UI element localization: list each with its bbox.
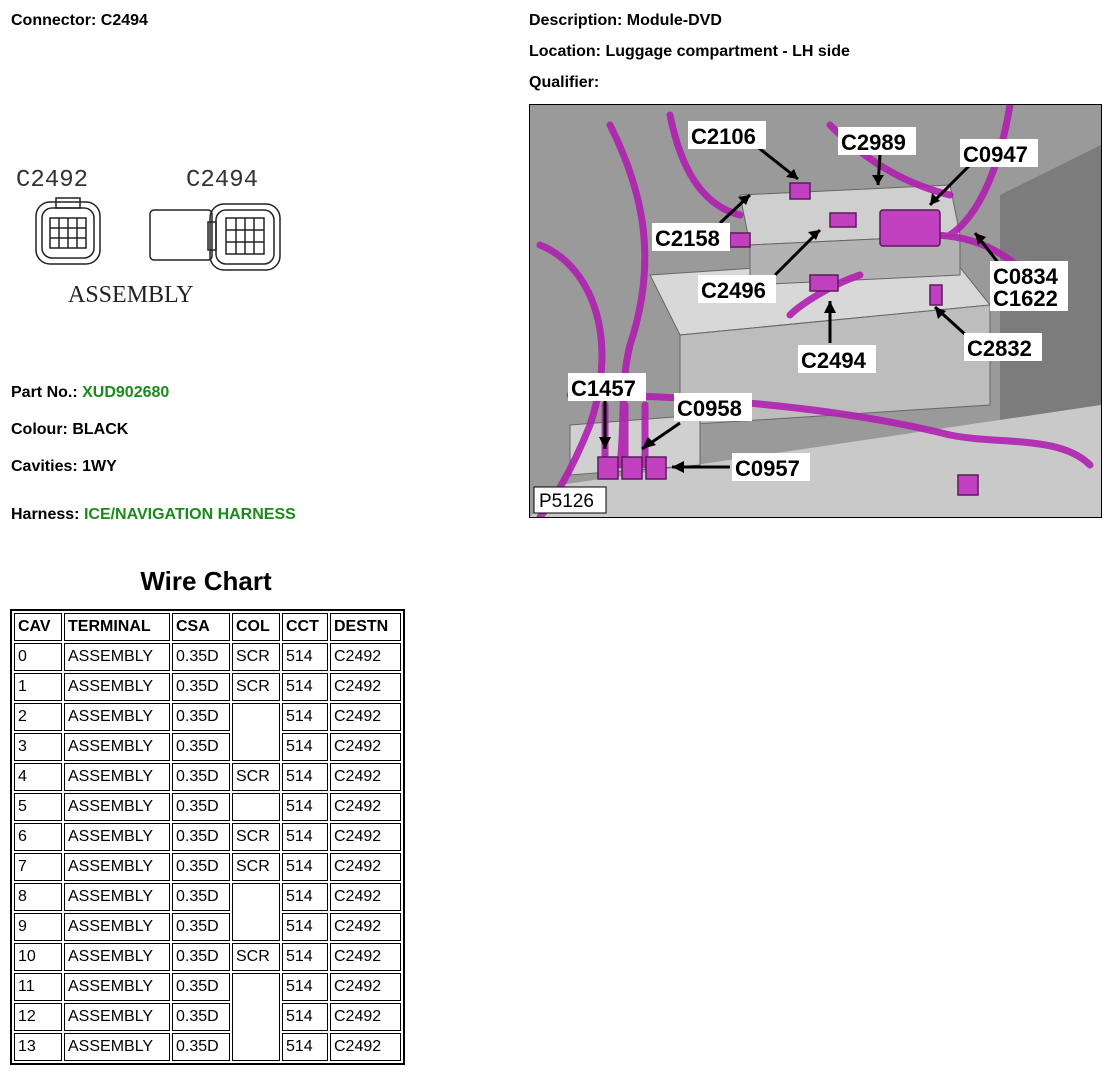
cell-destn: C2492 [330,853,401,881]
cell-terminal: ASSEMBLY [64,1003,170,1031]
cell-cct: 514 [282,733,328,761]
cell-col: SCR [232,643,280,671]
location-photo-graphic [530,105,1101,517]
cell-cav: 0 [14,643,62,671]
cell-cct: 514 [282,1003,328,1031]
cavities-line [11,458,117,476]
cell-destn: C2492 [330,973,401,1001]
table-row [14,853,401,881]
cell-col [232,793,280,821]
cell-cct: 514 [282,793,328,821]
table-row [14,823,401,851]
cell-destn: C2492 [330,913,401,941]
cell-csa: 0.35D [172,733,230,761]
cell-terminal: ASSEMBLY [64,793,170,821]
cell-cav: 2 [14,703,62,731]
cavities-label: Cavities: [11,458,78,475]
connector-line [11,12,148,30]
cell-cav: 12 [14,1003,62,1031]
cell-terminal: ASSEMBLY [64,733,170,761]
cell-destn: C2492 [330,703,401,731]
cell-cav: 7 [14,853,62,881]
table-row [14,943,401,971]
cell-destn: C2492 [330,733,401,761]
cell-csa: 0.35D [172,913,230,941]
callout-c0957: C0957 [735,456,800,481]
harness-line [11,506,296,524]
cell-cav: 6 [14,823,62,851]
cell-cct: 514 [282,853,328,881]
callout-c2106: C2106 [691,124,756,149]
colour-line [11,421,128,439]
cell-destn: C2492 [330,643,401,671]
part-number-line [11,384,169,402]
callout-c2832: C2832 [967,336,1032,361]
cell-destn: C2492 [330,943,401,971]
header-destn: DESTN [330,613,401,641]
header-csa: CSA [172,613,230,641]
right-connector-graphic [150,204,280,270]
cell-csa: 0.35D [172,883,230,911]
callout-c0834: C0834 [993,264,1058,289]
table-row [14,643,401,671]
cell-col: SCR [232,763,280,791]
cell-cct: 514 [282,973,328,1001]
description-value: Module-DVD [626,12,722,29]
wire-chart-title: Wire Chart [140,566,272,596]
left-connector-name: C2492 [16,167,89,194]
cell-terminal: ASSEMBLY [64,883,170,911]
cell-destn: C2492 [330,763,401,791]
cell-cav: 5 [14,793,62,821]
location-photo [529,104,1102,518]
cell-cav: 9 [14,913,62,941]
cell-cct: 514 [282,673,328,701]
cell-terminal: ASSEMBLY [64,673,170,701]
cell-terminal: ASSEMBLY [64,823,170,851]
connector-value: C2494 [100,12,148,29]
cell-destn: C2492 [330,823,401,851]
cell-csa: 0.35D [172,1003,230,1031]
wire-chart-header-row [14,613,401,641]
left-connector-graphic [36,198,100,264]
callout-c2494: C2494 [801,348,866,373]
wire-chart-body [14,643,401,1061]
connector-label: Connector: [11,12,97,29]
cell-csa: 0.35D [172,703,230,731]
cell-cct: 514 [282,823,328,851]
cell-csa: 0.35D [172,823,230,851]
header-col: COL [232,613,280,641]
part-number-link[interactable]: XUD902680 [82,384,170,401]
cell-csa: 0.35D [172,763,230,791]
drawing-caption: ASSEMBLY [68,282,194,308]
cell-col [232,973,280,1061]
cell-col: SCR [232,853,280,881]
cell-csa: 0.35D [172,793,230,821]
location-line [529,43,850,61]
cell-terminal: ASSEMBLY [64,703,170,731]
cell-col: SCR [232,823,280,851]
cell-cav: 1 [14,673,62,701]
cell-terminal: ASSEMBLY [64,853,170,881]
table-row [14,913,401,941]
header-terminal: TERMINAL [64,613,170,641]
cell-terminal: ASSEMBLY [64,643,170,671]
qualifier-line [529,74,599,92]
callout-c2496: C2496 [701,278,766,303]
table-row [14,1003,401,1031]
cell-terminal: ASSEMBLY [64,973,170,1001]
cell-cct: 514 [282,943,328,971]
cell-csa: 0.35D [172,853,230,881]
cavities-value: 1WY [82,458,117,475]
table-row [14,1033,401,1061]
header-cav: CAV [14,613,62,641]
cell-cct: 514 [282,643,328,671]
callout-c1457: C1457 [571,376,636,401]
callout-c1622: C1622 [993,286,1058,311]
description-line [529,12,722,30]
cell-col: SCR [232,673,280,701]
cell-destn: C2492 [330,793,401,821]
cell-cct: 514 [282,1033,328,1061]
callout-c0958: C0958 [677,396,742,421]
cell-csa: 0.35D [172,943,230,971]
photo-reference: P5126 [539,491,594,512]
callout-c2158: C2158 [655,226,720,251]
cell-terminal: ASSEMBLY [64,763,170,791]
table-row [14,673,401,701]
wire-chart-table [10,609,405,1065]
cell-cav: 10 [14,943,62,971]
right-connector-name: C2494 [186,167,259,194]
cell-destn: C2492 [330,883,401,911]
cell-terminal: ASSEMBLY [64,1033,170,1061]
cell-cct: 514 [282,883,328,911]
cell-cav: 3 [14,733,62,761]
table-row [14,763,401,791]
colour-value: BLACK [72,421,129,438]
connector-drawing [10,160,300,310]
cell-destn: C2492 [330,1003,401,1031]
qualifier-label: Qualifier: [529,74,600,91]
cell-destn: C2492 [330,1033,401,1061]
harness-label: Harness: [11,506,80,523]
cell-terminal: ASSEMBLY [64,913,170,941]
callout-c2989: C2989 [841,130,906,155]
callout-c0947: C0947 [963,142,1028,167]
table-row [14,883,401,911]
cell-col: SCR [232,943,280,971]
cell-cav: 4 [14,763,62,791]
location-label: Location: [529,43,601,60]
cell-cct: 514 [282,763,328,791]
cell-csa: 0.35D [172,973,230,1001]
cell-cct: 514 [282,913,328,941]
table-row [14,703,401,731]
harness-link[interactable]: ICE/NAVIGATION HARNESS [83,506,296,523]
cell-col [232,883,280,941]
cell-cav: 13 [14,1033,62,1061]
description-label: Description: [529,12,623,29]
location-value: Luggage compartment - LH side [605,43,850,60]
cell-cct: 514 [282,703,328,731]
cell-cav: 11 [14,973,62,1001]
table-row [14,733,401,761]
table-row [14,973,401,1001]
colour-label: Colour: [11,421,68,438]
part-number-label: Part No.: [11,384,78,401]
table-row [14,793,401,821]
cell-csa: 0.35D [172,1033,230,1061]
cell-csa: 0.35D [172,673,230,701]
cell-csa: 0.35D [172,643,230,671]
cell-cav: 8 [14,883,62,911]
cell-col [232,703,280,761]
cell-destn: C2492 [330,673,401,701]
cell-terminal: ASSEMBLY [64,943,170,971]
header-cct: CCT [282,613,328,641]
